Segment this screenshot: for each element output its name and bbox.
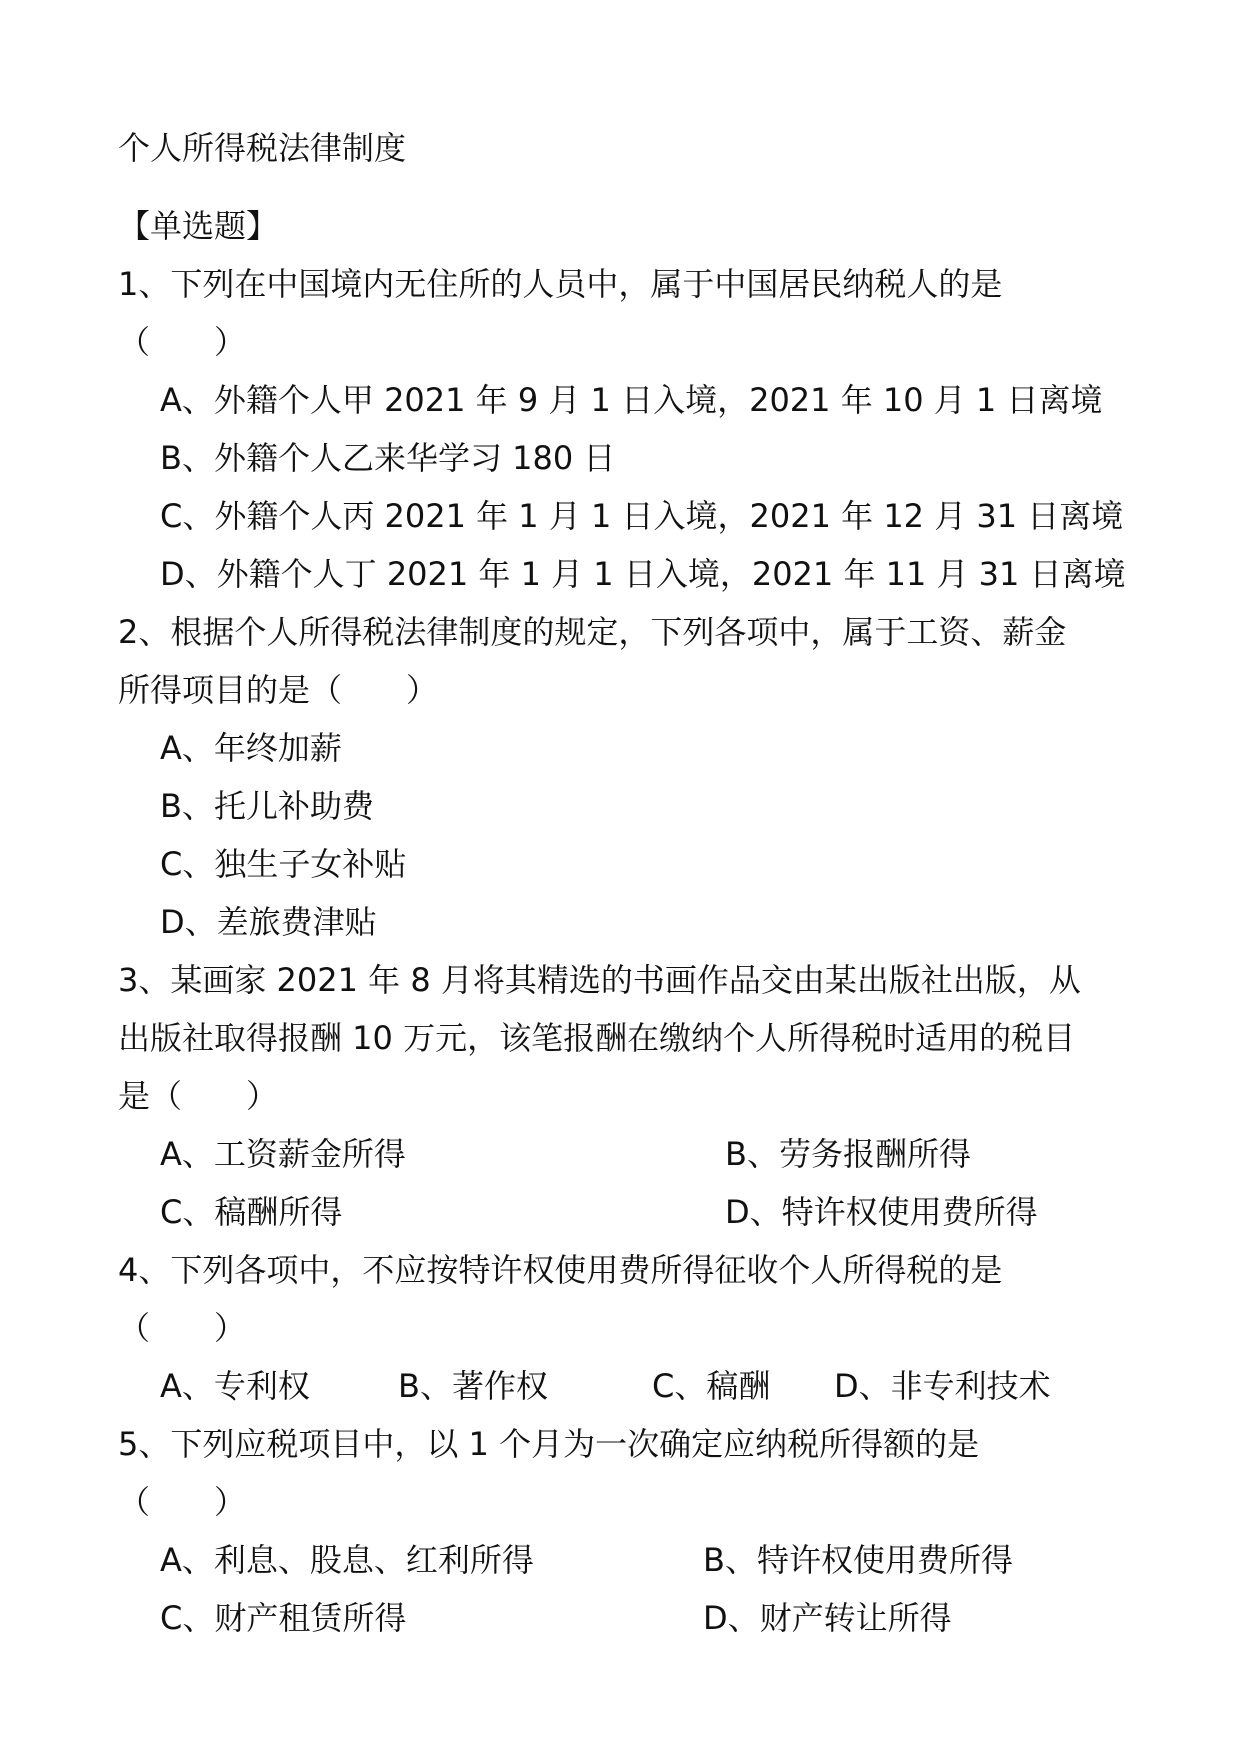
question-1-option-c: C、外籍个人丙 2021 年 1 月 1 日入境，2021 年 12 月 31 日离境 (160, 497, 1124, 535)
question-1-option-a: A、外籍个人甲 2021 年 9 月 1 日入境，2021 年 10 月 1 日离境 (160, 381, 1103, 419)
question-2-option-d: D、差旅费津贴 (160, 903, 377, 941)
question-4-option-b: B、著作权 (398, 1367, 548, 1405)
question-1-stem-line-1: 1、下列在中国境内无住所的人员中，属于中国居民纳税人的是 (118, 265, 1003, 303)
section-heading: 【单选题】 (118, 207, 279, 245)
question-4-option-a: A、专利权 (160, 1367, 310, 1405)
question-5-option-d: D、财产转让所得 (703, 1599, 952, 1637)
question-3-option-a: A、工资薪金所得 (160, 1135, 406, 1173)
question-2-option-a: A、年终加薪 (160, 729, 342, 767)
question-4-option-c: C、稿酬 (652, 1367, 771, 1405)
question-2-stem-line-1: 2、根据个人所得税法律制度的规定，下列各项中，属于工资、薪金 (118, 613, 1067, 651)
question-5-option-c: C、财产租赁所得 (160, 1599, 407, 1637)
question-3-stem-line-1: 3、某画家 2021 年 8 月将其精选的书画作品交由某出版社出版，从 (118, 961, 1081, 999)
question-5-option-a: A、利息、股息、红利所得 (160, 1541, 534, 1579)
question-4-stem-line-2: （ ） (118, 1309, 247, 1347)
question-4-option-d: D、非专利技术 (834, 1367, 1051, 1405)
question-3-option-c: C、稿酬所得 (160, 1193, 343, 1231)
question-5-stem-line-2: （ ） (118, 1483, 247, 1521)
question-3-option-d: D、特许权使用费所得 (725, 1193, 1038, 1231)
question-3-stem-line-2: 出版社取得报酬 10 万元，该笔报酬在缴纳个人所得税时适用的税目 (118, 1019, 1076, 1057)
question-5-option-b: B、特许权使用费所得 (703, 1541, 1013, 1579)
question-2-stem-line-2: 所得项目的是（ ） (118, 671, 439, 709)
question-3-option-b: B、劳务报酬所得 (725, 1135, 971, 1173)
question-4-stem-line-1: 4、下列各项中，不应按特许权使用费所得征收个人所得税的是 (118, 1251, 1003, 1289)
document-title: 个人所得税法律制度 (118, 129, 407, 167)
question-5-stem-line-1: 5、下列应税项目中，以 1 个月为一次确定应纳税所得额的是 (118, 1425, 980, 1463)
question-1-option-b: B、外籍个人乙来华学习 180 日 (160, 439, 616, 477)
question-1-option-d: D、外籍个人丁 2021 年 1 月 1 日入境，2021 年 11 月 31 日离境 (160, 555, 1126, 593)
question-2-option-b: B、托儿补助费 (160, 787, 374, 825)
question-2-option-c: C、独生子女补贴 (160, 845, 407, 883)
question-1-stem-line-2: （ ） (118, 323, 247, 361)
question-3-stem-line-3: 是（ ） (118, 1077, 279, 1115)
